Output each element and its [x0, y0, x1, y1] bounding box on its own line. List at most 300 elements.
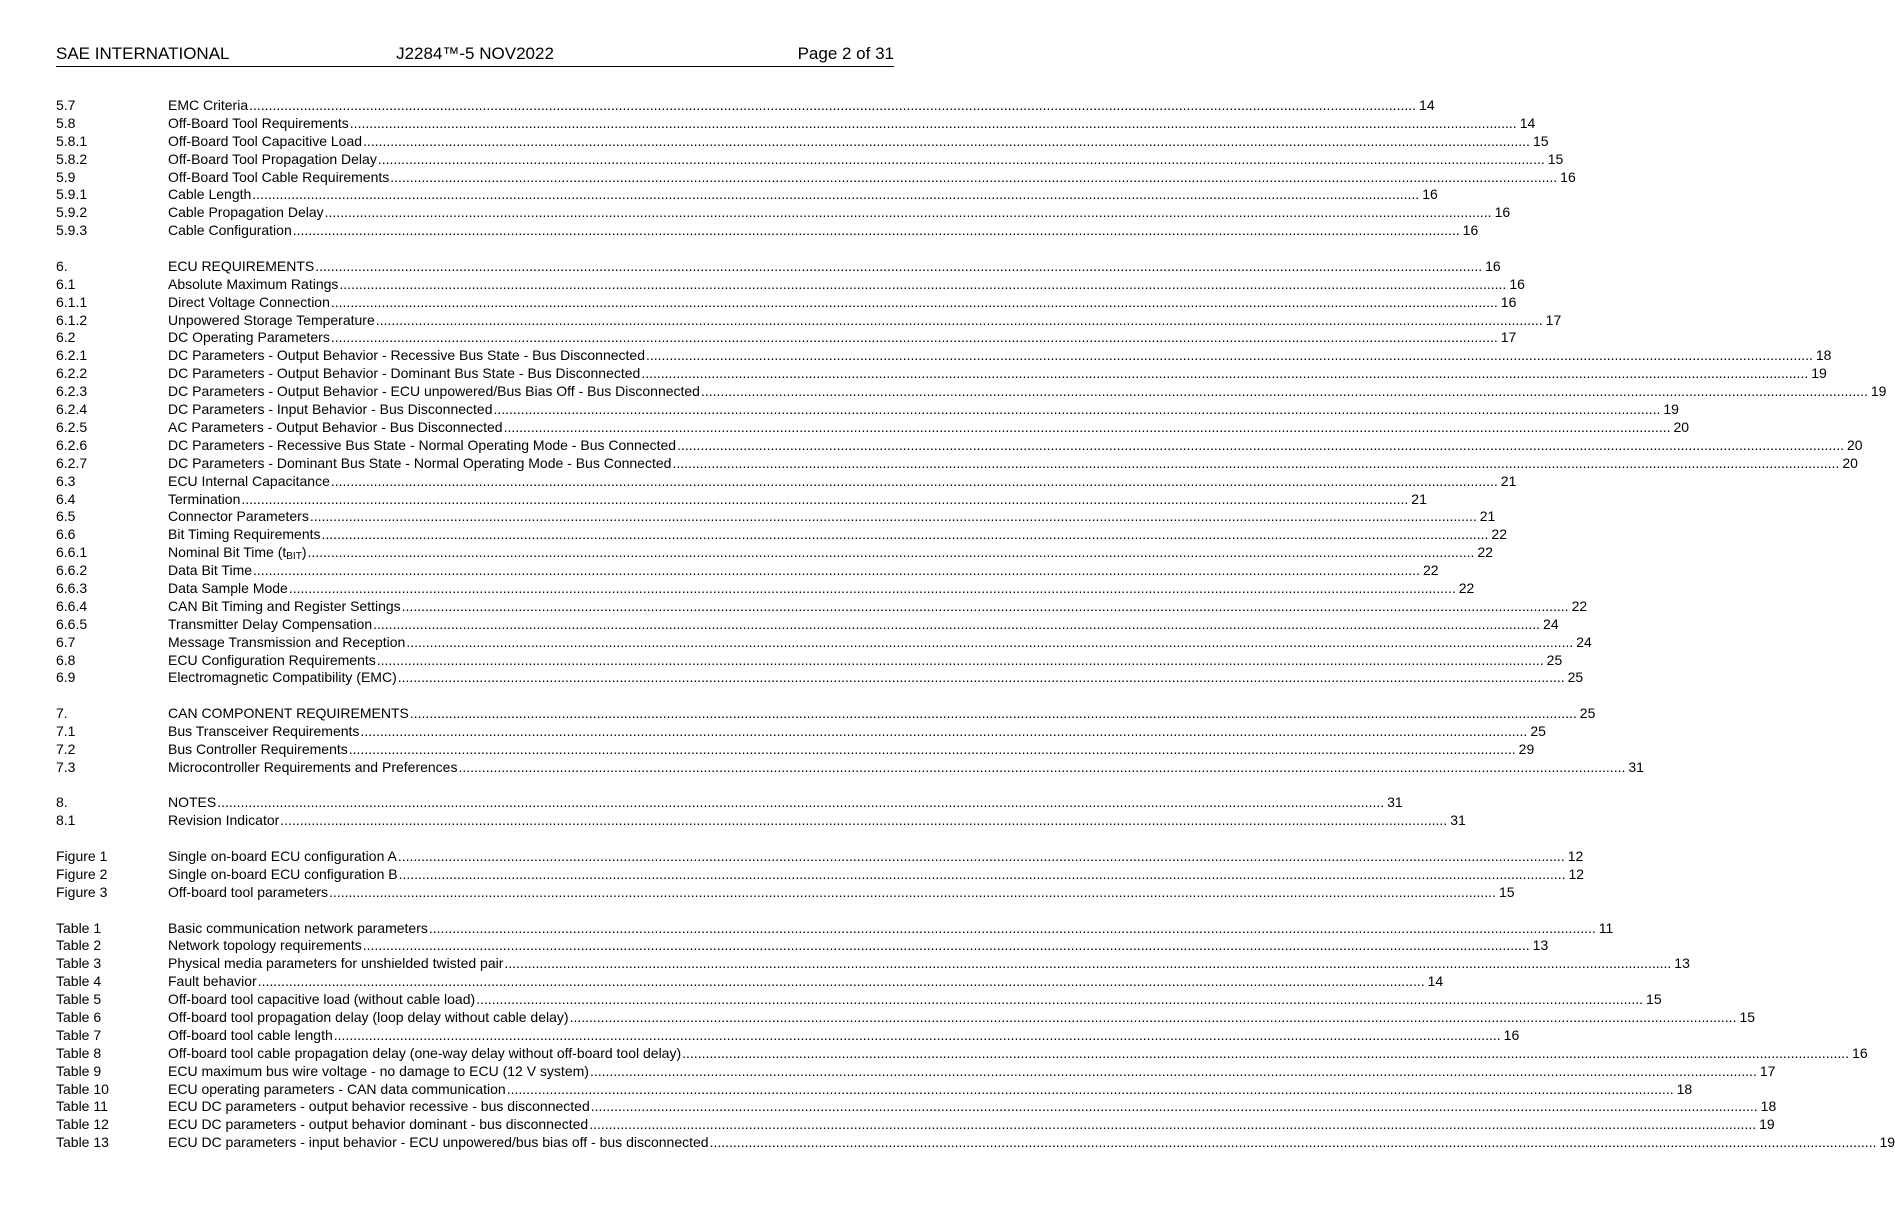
toc-entry-body: [168, 150, 1564, 169]
toc-entry-page: 25: [1530, 722, 1546, 739]
toc-entry[interactable]: [56, 329, 1517, 347]
toc-entry-title: [168, 169, 389, 187]
dot-leader: ............................................................................................................................................................................................................................................................................................................: [217, 794, 1385, 811]
toc-entry-title-text: Bus Transceiver Requirements: [168, 722, 360, 739]
toc-entry[interactable]: [56, 454, 1858, 473]
toc-entry-subscript: BIT: [286, 551, 302, 563]
toc-entry-page: 20: [1842, 454, 1858, 471]
toc-entry-number: Table 5: [56, 991, 102, 1008]
toc-entry-title: [168, 1027, 333, 1045]
toc-entry-title-text: Termination: [168, 490, 241, 507]
toc-entry-number: 6.1.2: [56, 311, 88, 328]
toc-entry[interactable]: [56, 401, 1679, 419]
toc-entry[interactable]: [56, 562, 1439, 580]
dot-leader: ............................................................................................................................................................................................................................................................................................................: [324, 204, 1492, 221]
toc-entry-title-text: DC Operating Parameters: [168, 329, 330, 346]
toc-entry-title: [168, 723, 359, 741]
toc-entry[interactable]: [56, 508, 1496, 526]
toc-entry-page: 18: [1760, 1098, 1777, 1115]
toc-entry-number: Table 3: [56, 955, 102, 972]
toc-entry-body: [168, 490, 1427, 509]
toc-entry-page: 31: [1450, 812, 1466, 829]
toc-entry[interactable]: [56, 1134, 1895, 1152]
toc-entry-title: [168, 437, 676, 455]
dot-leader: ............................................................................................................................................................................................................................................................................................................: [589, 1062, 1757, 1079]
toc-entry-page: 18: [1676, 1080, 1693, 1097]
toc-entry-body: [168, 1080, 1693, 1099]
toc-entry[interactable]: [56, 222, 1479, 240]
dot-leader: ............................................................................................................................................................................................................................................................................................................: [476, 991, 1644, 1008]
toc-entry-page: 19: [1879, 1134, 1895, 1151]
toc-entry-title: [168, 866, 398, 884]
toc-entry-body: [168, 722, 1546, 741]
toc-entry[interactable]: [56, 490, 1427, 509]
toc-entry[interactable]: [56, 114, 1536, 133]
toc-entry[interactable]: [56, 848, 1584, 866]
toc-entry-body: [168, 275, 1525, 294]
dot-leader: ............................................................................................................................................................................................................................................................................................................: [493, 401, 1661, 418]
toc-entry-number: 6.8: [56, 651, 76, 668]
toc-entry-page: 15: [1547, 150, 1564, 167]
toc-entry-title-text: Cable Configuration: [168, 222, 292, 239]
toc-entry-title: [168, 1116, 588, 1134]
toc-entry-body: [168, 1116, 1775, 1134]
toc-entry-title-text: DC Parameters - Output Behavior - Recessive Bus State - Bus Disconnected: [168, 347, 645, 364]
toc-entry-body: [168, 1026, 1520, 1045]
toc-entry-title-text: CAN COMPONENT REQUIREMENTS: [168, 705, 409, 722]
toc-entry-title-text: Off-Board Tool Propagation Delay: [168, 150, 377, 167]
toc-entry-title-text: Absolute Maximum Ratings: [168, 275, 339, 292]
toc-entry-page: 22: [1422, 562, 1439, 579]
dot-leader: ............................................................................................................................................................................................................................................................................................................: [329, 883, 1496, 900]
toc-entry-title-text: Cable Propagation Delay: [168, 204, 324, 221]
toc-entry[interactable]: [56, 311, 1562, 330]
toc-entry-title: [168, 365, 640, 383]
toc-entry-title-text: DC Parameters - Dominant Bus State - Normal Operating Mode - Bus Connected: [168, 454, 672, 471]
toc-entry-title: [168, 115, 349, 133]
toc-entry-number: Figure 1: [56, 848, 108, 865]
toc-entry-title-text: Cable Length: [168, 186, 252, 203]
toc-entry-body: [168, 508, 1496, 526]
dot-leader: ............................................................................................................................................................................................................................................................................................................: [373, 615, 1541, 632]
toc-entry-number: 7.1: [56, 722, 76, 739]
toc-entry[interactable]: [56, 347, 1832, 365]
toc-entry[interactable]: [56, 257, 1501, 276]
toc-entry-title: [168, 508, 309, 526]
dot-leader: ............................................................................................................................................................................................................................................................................................................: [398, 865, 1566, 882]
toc-entry-title-text: Data Sample Mode: [168, 579, 288, 596]
toc-entry-title: [168, 955, 503, 973]
toc-entry-page: 24: [1543, 615, 1559, 632]
toc-entry[interactable]: [56, 275, 1525, 294]
toc-entry-number: Figure 2: [56, 865, 108, 882]
toc-entry-title-text: Fault behavior: [168, 973, 257, 990]
dot-leader: ............................................................................................................................................................................................................................................................................................................: [253, 562, 1420, 579]
toc-entry-title: [168, 329, 330, 347]
toc-entry-title-tail: ): [301, 544, 307, 561]
dot-leader: ............................................................................................................................................................................................................................................................................................................: [377, 150, 1545, 167]
dot-leader: ............................................................................................................................................................................................................................................................................................................: [376, 651, 1544, 668]
toc-entry-body: [168, 132, 1549, 151]
toc-entry-title-text: CAN Bit Timing and Register Settings: [168, 597, 401, 614]
toc-entry[interactable]: [56, 973, 1444, 991]
toc-entry-number: Table 9: [56, 1062, 102, 1079]
toc-entry-number: 6.2.7: [56, 454, 88, 471]
toc-entry-page: 12: [1568, 865, 1585, 882]
toc-entry-title-text: Off-board tool cable propagation delay (one-way delay without off-board tool delay): [168, 1044, 682, 1061]
dot-leader: ............................................................................................................................................................................................................................................................................................................: [458, 758, 1626, 775]
toc-entry-number: 5.8.1: [56, 132, 88, 149]
toc-entry-title: [168, 973, 257, 991]
toc-entry[interactable]: [56, 758, 1644, 777]
toc-entry[interactable]: [56, 168, 1576, 187]
toc-entry-page: 21: [1479, 508, 1496, 525]
toc-entry-title-text: AC Parameters - Output Behavior - Bus Disconnected: [168, 418, 503, 435]
publisher-name: SAE INTERNATIONAL: [56, 44, 230, 63]
toc-entry[interactable]: [56, 579, 1475, 598]
toc-entry-page: 15: [1498, 883, 1515, 900]
toc-entry[interactable]: [56, 669, 1584, 687]
toc-entry-page: 16: [1503, 1026, 1520, 1043]
page-number: Page 2 of 31: [797, 44, 894, 63]
toc-entry[interactable]: [56, 97, 1435, 115]
toc-entry[interactable]: [56, 365, 1827, 383]
toc-entry-number: 6.2.3: [56, 383, 88, 400]
toc-entry-body: [168, 454, 1858, 473]
toc-entry-page: 15: [1739, 1008, 1756, 1025]
toc-entry[interactable]: [56, 150, 1564, 169]
toc-entry-page: 22: [1491, 526, 1507, 543]
toc-group: [56, 97, 1576, 240]
dot-leader: ............................................................................................................................................................................................................................................................................................................: [390, 168, 1558, 185]
dot-leader: ............................................................................................................................................................................................................................................................................................................: [682, 1044, 1850, 1061]
toc-entry-page: 19: [1663, 401, 1679, 418]
toc-entry-title: [168, 1081, 506, 1099]
toc-entry-title: [168, 937, 362, 955]
dot-leader: ............................................................................................................................................................................................................................................................................................................: [241, 490, 1409, 507]
toc-entry[interactable]: [56, 1044, 1868, 1063]
toc-entry-page: 15: [1532, 132, 1549, 149]
toc-entry-number: Table 7: [56, 1026, 102, 1043]
toc-entry[interactable]: [56, 293, 1517, 312]
toc-entry-title-text: ECU DC parameters - output behavior dominant - bus disconnected: [168, 1116, 589, 1133]
toc-entry[interactable]: [56, 1062, 1776, 1081]
toc-entry-number: 5.9.3: [56, 222, 88, 239]
dot-leader: ............................................................................................................................................................................................................................................................................................................: [401, 597, 1569, 614]
toc-entry-body: [168, 365, 1827, 383]
toc-entry[interactable]: [56, 436, 1863, 455]
toc-entry-number: 6.2.6: [56, 436, 88, 453]
toc-entry-page: 16: [1485, 257, 1501, 274]
toc-entry-title: [168, 133, 362, 151]
toc-entry-page: 16: [1500, 293, 1517, 310]
toc-entry[interactable]: [56, 472, 1517, 491]
toc-entry-body: [168, 973, 1444, 991]
toc-entry[interactable]: [56, 937, 1549, 955]
toc-entry-title: [168, 598, 401, 616]
toc-entry-body: [168, 204, 1511, 222]
toc-entry-title-text: Physical media parameters for unshielded twisted pair: [168, 955, 504, 972]
toc-entry-page: 19: [1870, 383, 1887, 400]
toc-entry-title: [168, 347, 645, 365]
dot-leader: ............................................................................................................................................................................................................................................................................................................: [409, 705, 1577, 722]
table-of-contents: [56, 97, 1895, 1170]
toc-group: [56, 257, 1887, 687]
toc-entry-number: 6.2.2: [56, 365, 88, 382]
toc-entry-number: Table 1: [56, 919, 102, 936]
toc-entry-title: [168, 294, 330, 312]
dot-leader: ............................................................................................................................................................................................................................................................................................................: [349, 114, 1517, 131]
toc-entry-page: 16: [1509, 275, 1525, 292]
toc-entry-page: 14: [1427, 973, 1444, 990]
toc-entry-number: 8.: [56, 794, 68, 811]
toc-entry-body: [168, 293, 1517, 312]
toc-entry-body: [168, 865, 1585, 884]
dot-leader: ............................................................................................................................................................................................................................................................................................................: [252, 186, 1420, 203]
dot-leader: ............................................................................................................................................................................................................................................................................................................: [292, 222, 1460, 239]
toc-entry[interactable]: [56, 544, 1493, 563]
toc-entry[interactable]: [56, 526, 1507, 544]
toc-entry-number: Table 4: [56, 973, 102, 990]
toc-entry-title-text: Electromagnetic Compatibility (EMC): [168, 669, 397, 686]
toc-entry-title: [168, 186, 251, 204]
toc-entry-title: [168, 616, 372, 634]
toc-entry-title-text: Single on-board ECU configuration A: [168, 848, 397, 865]
toc-entry-page: 18: [1815, 347, 1832, 364]
toc-entry-title-text: Network topology requirements: [168, 937, 362, 954]
toc-entry[interactable]: [56, 1080, 1693, 1099]
toc-entry-body: [168, 401, 1679, 419]
toc-entry-body: [168, 848, 1584, 866]
toc-entry-title: [168, 991, 475, 1009]
dot-leader: ............................................................................................................................................................................................................................................................................................................: [330, 329, 1498, 346]
toc-entry[interactable]: [56, 919, 1614, 938]
toc-entry[interactable]: [56, 865, 1585, 884]
toc-entry-number: 5.8: [56, 114, 76, 131]
toc-entry-title-text: DC Parameters - Input Behavior - Bus Disconnected: [168, 401, 493, 418]
toc-entry-title-text: Basic communication network parameters: [168, 919, 428, 936]
toc-entry-body: [168, 222, 1479, 240]
toc-entry-title-text: Transmitter Delay Compensation: [168, 615, 373, 632]
toc-entry-number: 6.6.2: [56, 562, 88, 579]
dot-leader: ............................................................................................................................................................................................................................................................................................................: [506, 1080, 1674, 1097]
toc-entry[interactable]: [56, 633, 1592, 652]
toc-entry-title-text: Off-board tool capacitive load (without cable load): [168, 991, 476, 1008]
toc-entry-title-text: Microcontroller Requirements and Preferences: [168, 758, 458, 775]
toc-entry-number: 7.3: [56, 758, 76, 775]
toc-entry-page: 24: [1576, 633, 1592, 650]
document-id: J2284™-5 NOV2022: [396, 44, 554, 63]
toc-entry-body: [168, 257, 1501, 276]
dot-leader: ............................................................................................................................................................................................................................................................................................................: [428, 919, 1596, 936]
toc-entry-page: 22: [1571, 597, 1588, 614]
toc-entry-title: [168, 151, 377, 169]
toc-entry-body: [168, 186, 1438, 204]
dot-leader: ............................................................................................................................................................................................................................................................................................................: [321, 526, 1489, 543]
toc-entry-title: [168, 473, 330, 491]
toc-entry-number: 6.6.1: [56, 544, 88, 561]
toc-entry-title-text: Revision Indicator: [168, 812, 280, 829]
toc-entry-page: 13: [1674, 955, 1690, 972]
toc-group: [56, 848, 1585, 902]
toc-entry[interactable]: [56, 1098, 1777, 1116]
toc-entry-title-text: ECU DC parameters - input behavior - ECU unpowered/bus bias off - bus disconnected: [168, 1134, 709, 1151]
dot-leader: ............................................................................................................................................................................................................................................................................................................: [307, 544, 1475, 561]
toc-entry-number: 6.9: [56, 669, 76, 686]
toc-entry[interactable]: [56, 597, 1588, 616]
toc-entry-body: [168, 1062, 1776, 1081]
toc-entry-body: [168, 919, 1614, 938]
toc-entry-body: [168, 633, 1592, 652]
toc-entry-page: 17: [1759, 1062, 1776, 1079]
toc-group: [56, 705, 1644, 777]
toc-entry[interactable]: [56, 651, 1563, 670]
toc-entry-body: [168, 1134, 1895, 1152]
toc-group: [56, 919, 1895, 1153]
toc-entry-title-text: Nominal Bit Time (t: [168, 544, 287, 561]
dot-leader: ............................................................................................................................................................................................................................................................................................................: [709, 1134, 1877, 1151]
toc-entry-number: Figure 3: [56, 883, 108, 900]
toc-entry-body: [168, 526, 1507, 544]
toc-entry-title-text: DC Parameters - Output Behavior - Dominant Bus State - Bus Disconnected: [168, 365, 641, 382]
toc-entry-title-text: EMC Criteria: [168, 97, 249, 113]
toc-entry-page: 12: [1567, 848, 1584, 865]
toc-entry-title: [168, 1098, 590, 1116]
toc-entry-page: 29: [1518, 740, 1535, 757]
toc-entry[interactable]: [56, 991, 1662, 1009]
toc-entry-page: 16: [1560, 168, 1576, 185]
toc-entry-page: 11: [1598, 919, 1614, 936]
dot-leader: ............................................................................................................................................................................................................................................................................................................: [641, 365, 1809, 382]
toc-entry-title-text: NOTES: [168, 794, 217, 811]
toc-entry-page: 14: [1519, 114, 1536, 131]
toc-entry-body: [168, 794, 1403, 812]
toc-entry-title: [168, 759, 457, 777]
toc-entry-page: 20: [1847, 436, 1863, 453]
toc-entry-page: 19: [1759, 1116, 1775, 1133]
toc-entry[interactable]: [56, 132, 1549, 151]
toc-entry-title: [168, 383, 700, 401]
toc-entry[interactable]: [56, 186, 1438, 204]
toc-entry-number: 7.: [56, 705, 68, 722]
dot-leader: ............................................................................................................................................................................................................................................................................................................: [330, 293, 1498, 310]
dot-leader: ............................................................................................................................................................................................................................................................................................................: [503, 418, 1671, 435]
toc-entry-title: [168, 222, 292, 240]
toc-entry-body: [168, 168, 1576, 187]
toc-entry-title: [168, 1045, 681, 1063]
toc-entry-number: 6.2.1: [56, 347, 88, 364]
toc-entry-number: 6.5: [56, 508, 76, 525]
toc-entry[interactable]: [56, 705, 1596, 723]
toc-entry-title-text: Unpowered Storage Temperature: [168, 311, 375, 328]
toc-entry[interactable]: [56, 1026, 1520, 1045]
dot-leader: ............................................................................................................................................................................................................................................................................................................: [672, 454, 1840, 471]
toc-entry-body: [168, 347, 1832, 365]
toc-entry[interactable]: [56, 383, 1887, 401]
dot-leader: ............................................................................................................................................................................................................................................................................................................: [330, 472, 1498, 489]
toc-entry-page: 19: [1811, 365, 1827, 382]
toc-entry-title-text: Single on-board ECU configuration B: [168, 865, 398, 882]
toc-entry[interactable]: [56, 204, 1511, 222]
dot-leader: ............................................................................................................................................................................................................................................................................................................: [363, 132, 1530, 149]
toc-entry-title-text: Off-Board Tool Capacitive Load: [168, 132, 363, 149]
toc-entry-body: [168, 955, 1690, 973]
toc-group: [56, 794, 1466, 830]
dot-leader: ............................................................................................................................................................................................................................................................................................................: [589, 1116, 1757, 1133]
toc-entry-body: [168, 383, 1887, 401]
toc-entry-number: 7.2: [56, 740, 76, 757]
toc-entry-body: [168, 812, 1466, 830]
toc-entry-title-text: Off-Board Tool Requirements: [168, 114, 349, 131]
toc-entry-body: [168, 1008, 1756, 1027]
toc-entry-number: 5.7: [56, 97, 76, 113]
toc-entry-title: [168, 258, 314, 276]
dot-leader: ............................................................................................................................................................................................................................................................................................................: [333, 1026, 1501, 1043]
toc-entry-number: 6.3: [56, 472, 76, 489]
dot-leader: ............................................................................................................................................................................................................................................................................................................: [348, 740, 1516, 757]
toc-entry-title: [168, 1009, 569, 1027]
page-header: [56, 44, 894, 67]
toc-entry-number: Table 8: [56, 1044, 102, 1061]
toc-entry-page: 21: [1500, 472, 1517, 489]
toc-entry[interactable]: [56, 883, 1515, 902]
dot-leader: ............................................................................................................................................................................................................................................................................................................: [397, 848, 1565, 865]
toc-entry-number: Table 6: [56, 1008, 102, 1025]
toc-entry-page: 16: [1462, 222, 1479, 239]
toc-entry-body: [168, 615, 1559, 634]
toc-entry-number: 6.1.1: [56, 293, 88, 310]
toc-entry-title-text: ECU operating parameters - CAN data communication: [168, 1080, 506, 1097]
toc-entry-title-text: Data Bit Time: [168, 562, 253, 579]
dot-leader: ............................................................................................................................................................................................................................................................................................................: [280, 812, 1448, 829]
toc-entry[interactable]: [56, 418, 1690, 437]
toc-entry-title: [168, 580, 288, 598]
toc-entry-title-text: Bit Timing Requirements: [168, 526, 321, 543]
toc-entry-page: 17: [1545, 311, 1562, 328]
toc-entry-page: 13: [1532, 937, 1549, 954]
toc-entry-number: 8.1: [56, 812, 76, 829]
toc-entry[interactable]: [56, 812, 1466, 830]
toc-entry-body: [168, 472, 1517, 491]
toc-entry[interactable]: [56, 722, 1546, 741]
toc-entry-body: [168, 579, 1475, 598]
toc-entry-number: 6.6.5: [56, 615, 88, 632]
toc-entry-page: 16: [1852, 1044, 1868, 1061]
toc-entry-title: [168, 920, 428, 938]
toc-entry-body: [168, 1044, 1868, 1063]
toc-entry[interactable]: [56, 955, 1690, 973]
toc-entry-title: [168, 562, 252, 580]
toc-entry[interactable]: [56, 1116, 1775, 1134]
toc-entry-page: 31: [1387, 794, 1403, 811]
dot-leader: ............................................................................................................................................................................................................................................................................................................: [677, 436, 1845, 453]
toc-entry[interactable]: [56, 615, 1559, 634]
dot-leader: ............................................................................................................................................................................................................................................................................................................: [360, 722, 1528, 739]
toc-entry-title: [168, 491, 240, 509]
toc-entry-page: 16: [1494, 204, 1511, 221]
dot-leader: ............................................................................................................................................................................................................................................................................................................: [315, 257, 1483, 274]
toc-entry-number: Table 10: [56, 1080, 109, 1097]
toc-entry[interactable]: [56, 794, 1403, 812]
dot-leader: ............................................................................................................................................................................................................................................................................................................: [362, 937, 1530, 954]
toc-entry-body: [168, 97, 1435, 115]
toc-entry[interactable]: [56, 740, 1535, 759]
toc-entry-page: 22: [1477, 544, 1493, 561]
dot-leader: ............................................................................................................................................................................................................................................................................................................: [339, 275, 1507, 292]
toc-entry-body: [168, 669, 1584, 687]
toc-entry[interactable]: [56, 1008, 1756, 1027]
toc-entry-title-text: ECU Configuration Requirements: [168, 651, 376, 668]
